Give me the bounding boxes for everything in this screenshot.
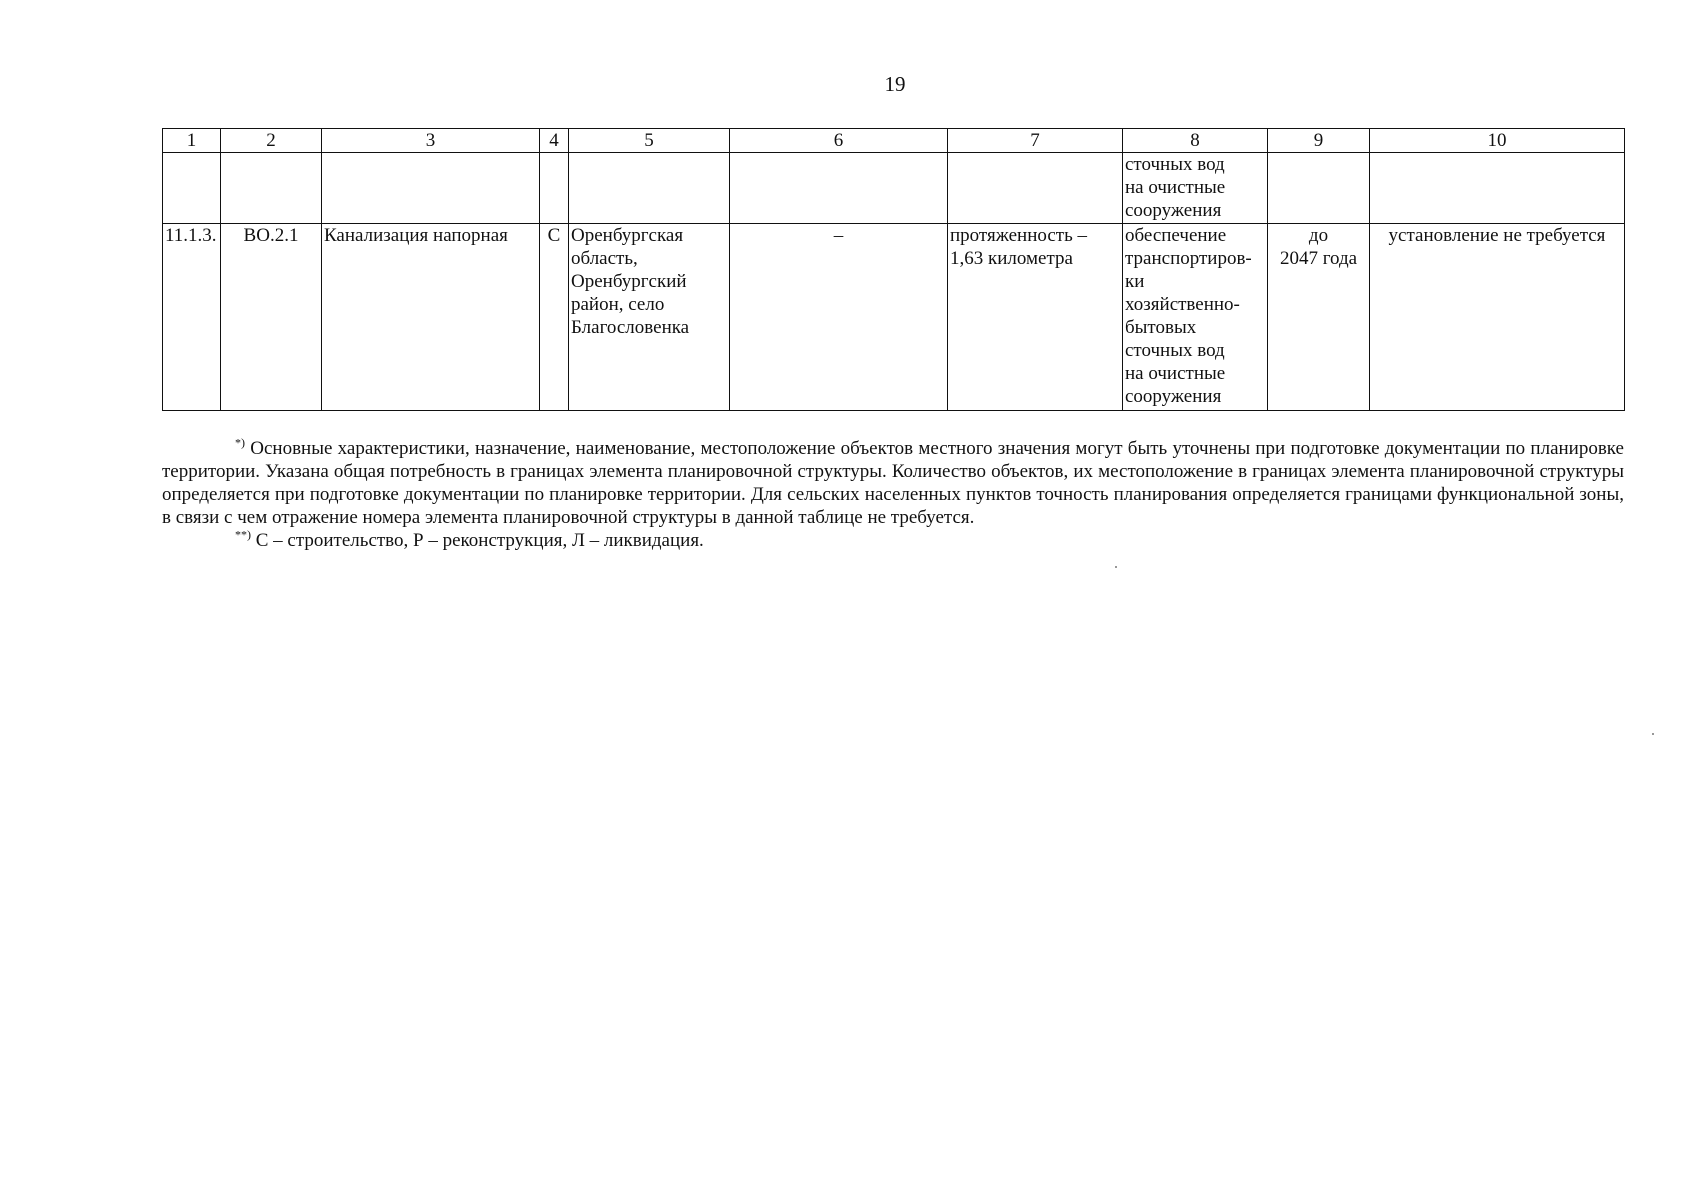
footnote-2: [162, 529, 1624, 552]
purpose-line: на очистные: [1125, 177, 1226, 198]
column-header-1: 1: [163, 129, 221, 153]
column-header-8: 8: [1123, 129, 1268, 153]
purpose-line: сточных вод: [1125, 154, 1225, 175]
column-header-5: 5: [569, 129, 730, 153]
scan-speck: [1115, 566, 1117, 568]
purpose-line: хозяйственно-: [1125, 294, 1240, 315]
characteristics-line: 1,63 километра: [950, 248, 1073, 269]
table-cell: [540, 153, 569, 224]
purpose-line: бытовых: [1125, 317, 1197, 338]
table-cell: [730, 153, 948, 224]
footnote-1: [162, 437, 1624, 529]
deadline-cell: [1268, 224, 1370, 411]
footnotes: [162, 437, 1624, 552]
item-number-cell: 11.1.3.: [163, 224, 221, 411]
footnote-marker: **): [235, 527, 251, 542]
table-row: [163, 224, 1625, 411]
object-code-cell: ВО.2.1: [221, 224, 322, 411]
footnote-text: С – строительство, Р – реконструкция, Л – ликвидация.: [251, 530, 704, 551]
table-header-row: [163, 129, 1625, 153]
purpose-line: ки: [1125, 271, 1145, 292]
column-header-3: 3: [322, 129, 540, 153]
purpose-line: транспортиров-: [1125, 248, 1252, 269]
purpose-line: сооружения: [1125, 200, 1222, 221]
table-cell: [1370, 153, 1625, 224]
deadline-line: 2047 года: [1279, 248, 1358, 269]
object-name-cell: Канализация напорная: [322, 224, 540, 411]
footnote-marker: *): [235, 435, 245, 450]
table-cell: [948, 153, 1123, 224]
location-line: область,: [571, 248, 638, 269]
location-cell: [569, 224, 730, 411]
location-line: Оренбургский: [571, 271, 687, 292]
location-line: район, село: [571, 294, 665, 315]
deadline-line: до: [1308, 225, 1329, 246]
characteristics-line: протяженность –: [950, 225, 1087, 246]
table-cell: [163, 153, 221, 224]
action-type-cell: С: [540, 224, 569, 411]
table-cell: [1268, 153, 1370, 224]
column-header-9: 9: [1268, 129, 1370, 153]
characteristics-cell: [948, 224, 1123, 411]
page-number: 19: [884, 72, 906, 96]
scan-speck: [1652, 733, 1654, 735]
column-header-4: 4: [540, 129, 569, 153]
purpose-line: обеспечение: [1125, 225, 1227, 246]
location-line: Благословенка: [571, 317, 690, 338]
footnote-text: Основные характеристики, назначение, наименование, местоположение объектов местного значения могут быть уточнены при подготовке документации по планировке территории. Указана общая потребность в границах элемента планировочной структуры. Количество объектов, их местоположение в границах элемента планировочной структуры определяется при подготовке документации по планировке территории. Для сельских населенных пунктов точность планирования определяется границами функциональной зоны, в связи с чем отражение номера элемента планировочной структуры в данной таблице не требуется.: [162, 438, 1624, 528]
purpose-line: сточных вод: [1125, 340, 1225, 361]
functional-zone-cell: –: [730, 224, 948, 411]
planning-objects-table: [162, 128, 1625, 411]
table-cell: [322, 153, 540, 224]
purpose-cell-continued: [1123, 153, 1268, 224]
column-header-6: 6: [730, 129, 948, 153]
purpose-cell: [1123, 224, 1268, 411]
column-header-7: 7: [948, 129, 1123, 153]
column-header-2: 2: [221, 129, 322, 153]
table-cell: [221, 153, 322, 224]
table-cell: [569, 153, 730, 224]
protection-zone-cell: установление не требуется: [1370, 224, 1625, 411]
table-row-continuation: [163, 153, 1625, 224]
purpose-line: сооружения: [1125, 386, 1222, 407]
column-header-10: 10: [1370, 129, 1625, 153]
location-line: Оренбургская: [571, 225, 684, 246]
purpose-line: на очистные: [1125, 363, 1226, 384]
